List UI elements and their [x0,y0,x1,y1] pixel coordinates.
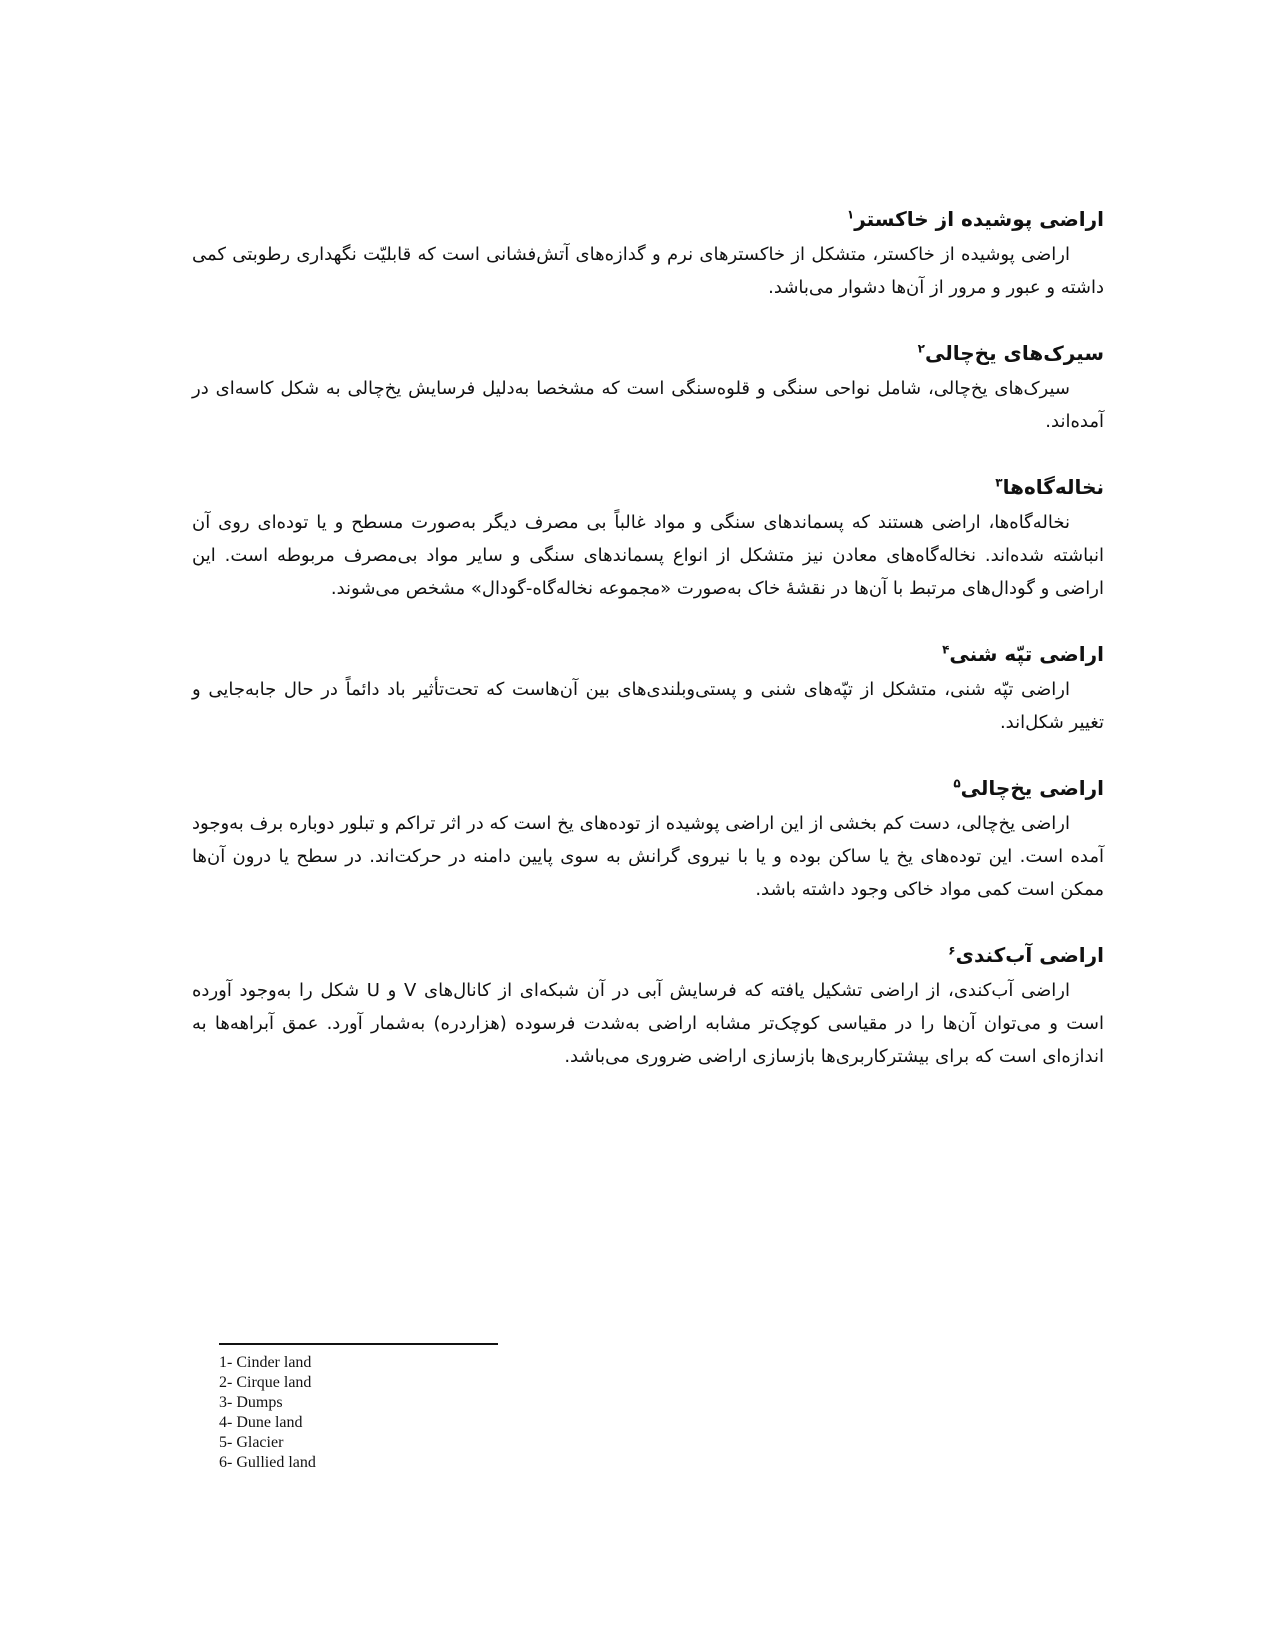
footnote-item: 3- Dumps [219,1394,283,1411]
section-heading [192,936,1104,974]
section-heading [192,635,1104,673]
section-paragraph: اراضی تپّه شنی، متشکل از تپّه‌های شنی و پستی‌وبلندی‌های بین آن‌هاست که تحت‌تأثیر باد دائماً در حال جابه‌جایی و تغییر شکل‌اند. [192,679,1104,733]
footnote-item: 5- Glacier [219,1434,284,1451]
heading-text: اراضی تپّه شنی [949,642,1104,666]
footnote-item: 4- Dune land [219,1414,303,1431]
section-paragraph: اراضی یخ‌چالی، دست کم بخشی از این اراضی پوشیده از توده‌های یخ است که در اثر تراکم و تبلور دوباره برف به‌وجود آمده است. این توده‌های یخ یا ساکن بوده و یا با نیروی گرانش به سوی پایین دامنه در حرکت‌اند. در سطح یا درون آن‌ها ممکن است کمی مواد خاکی وجود داشته باشد. [192,813,1104,900]
section-paragraph: اراضی پوشیده از خاکستر، متشکل از خاکسترهای نرم و گدازه‌های آتش‌فشانی است که قابلیّت نگهداری رطوبتی کمی داشته و عبور و مرور از آن‌ها دشوار می‌باشد. [192,244,1104,298]
heading-text: نخاله‌گاه‌ها [1002,475,1104,499]
footnote-marker: ۶ [948,943,956,958]
heading-text: سیرک‌های یخ‌چالی [924,341,1104,365]
heading-text: اراضی آب‌کندی [955,943,1104,967]
footnotes-list [219,1353,316,1473]
section-glacier [192,769,1104,906]
footnote-marker: ۱ [846,207,855,222]
footnote-divider [219,1343,498,1345]
heading-text: اراضی یخ‌چالی [960,776,1104,800]
section-heading [192,334,1104,372]
footnote-marker: ۳ [995,475,1003,490]
section-cinder-land [192,200,1104,304]
section-dumps [192,468,1104,605]
footnote-marker: ۵ [953,776,961,791]
footnote-item: 2- Cirque land [219,1374,312,1391]
section-dune-land [192,635,1104,739]
section-heading [192,468,1104,506]
section-cirque-land [192,334,1104,438]
section-gullied-land [192,936,1104,1073]
footnote-marker: ۲ [917,341,925,356]
footnote-item: 1- Cinder land [219,1354,312,1371]
section-paragraph: سیرک‌های یخ‌چالی، شامل نواحی سنگی و قلوه‌سنگی است که مشخصا به‌دلیل فرسایش یخ‌چالی به شکل کاسه‌ای در آمده‌اند. [192,378,1104,432]
document-body [192,200,1104,1103]
heading-text: اراضی پوشیده از خاکستر [854,207,1104,231]
footnote-item: 6- Gullied land [219,1454,316,1471]
section-paragraph: اراضی آب‌کندی، از اراضی تشکیل یافته که فرسایش آبی در آن شبکه‌ای از کانال‌های V و U شکل را به‌وجود آورده است و می‌توان آن‌ها را در مقیاسی کوچک‌تر مشابه اراضی به‌شدت فرسوده (هزاردره) به‌شمار آورد. عمق آبراهه‌ها به اندازه‌ای است که برای بیشترکاربری‌ها بازسازی اراضی ضروری می‌باشد. [192,980,1104,1067]
footnote-marker: ۴ [942,642,950,657]
section-paragraph: نخاله‌گاه‌ها، اراضی هستند که پسماندهای سنگی و مواد غالباً بی مصرف دیگر به‌صورت مسطح و یا توده‌ای روی آن انباشته شده‌اند. نخاله‌گاه‌های معادن نیز متشکل از انواع پسماندهای سنگی و سایر مواد بی‌مصرف مربوطه است. این اراضی و گودال‌های مرتبط با آن‌ها در نقشهٔ خاک به‌صورت «مجموعه نخاله‌گاه-گودال» مشخص می‌شوند. [192,512,1104,599]
section-heading [192,769,1104,807]
section-heading [192,200,1104,238]
